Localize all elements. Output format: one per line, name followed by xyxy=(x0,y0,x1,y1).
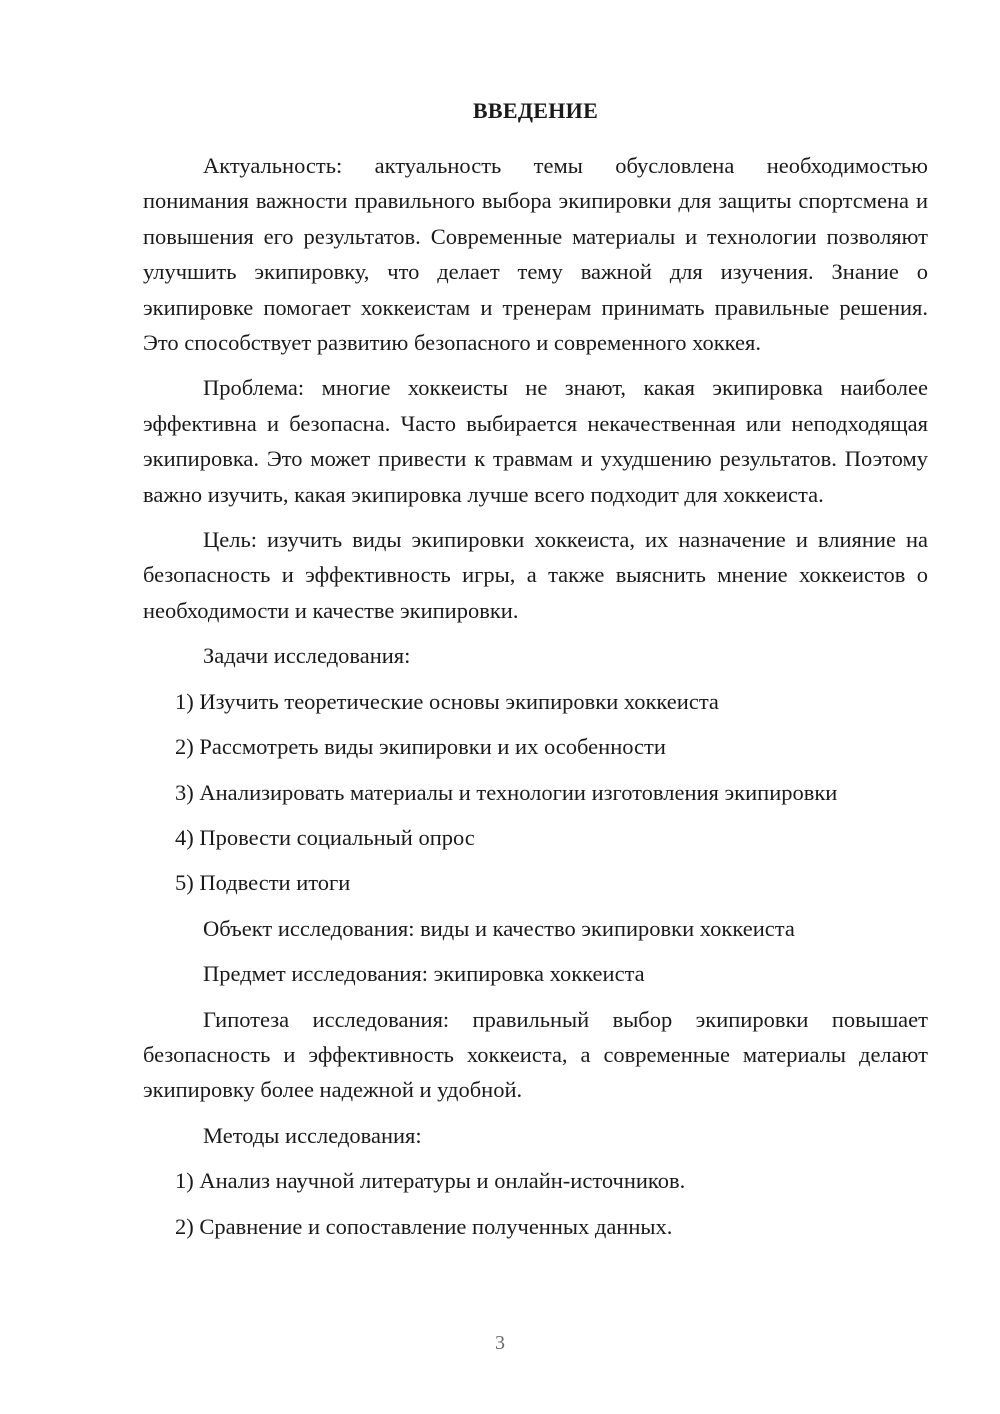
hypothesis-paragraph: Гипотеза исследования: правильный выбор экипировки повышает безопасность и эффективность хоккеиста, а современные материалы делают экипировку более надежной и удобной. xyxy=(143,1006,928,1103)
relevance-paragraph: Актуальность: актуальность темы обусловлена необходимостью понимания важности правильного выбора экипировки для защиты спортсмена и повышения его результатов. Современные материалы и технологии позволяют улучшить экипировку, что делает тему важной для изучения. Знание о экипировке помогает хоккеистам и тренерам принимать правильные решения. Это способствует развитию безопасного и современного хоккея. xyxy=(143,153,928,356)
page-title: ВВЕДЕНИЕ xyxy=(472,98,599,123)
method-item-2: 2) Сравнение и сопоставление полученных данных. xyxy=(175,1213,673,1239)
task-item-1: 1) Изучить теоретические основы экипировки хоккеиста xyxy=(175,688,719,714)
page-content xyxy=(143,96,928,1254)
research-object: Объект исследования: виды и качество экипировки хоккеиста xyxy=(203,915,795,941)
method-item-1: 1) Анализ научной литературы и онлайн-источников. xyxy=(175,1168,686,1194)
goal-paragraph: Цель: изучить виды экипировки хоккеиста, их назначение и влияние на безопасность и эффективность игры, а также выяснить мнение хоккеистов о необходимости и качестве экипировки. xyxy=(143,527,928,623)
page-number: 3 xyxy=(495,1332,505,1354)
task-item-5: 5) Подвести итоги xyxy=(175,870,351,896)
task-item-2: 2) Рассмотреть виды экипировки и их особенности xyxy=(175,734,666,760)
methods-heading: Методы исследования: xyxy=(203,1122,422,1148)
research-subject: Предмет исследования: экипировка хоккеиста xyxy=(203,961,645,987)
task-item-3: 3) Анализировать материалы и технологии изготовления экипировки xyxy=(175,779,838,805)
tasks-heading: Задачи исследования: xyxy=(203,643,411,669)
problem-paragraph: Проблема: многие хоккеисты не знают, какая экипировка наиболее эффективна и безопасна. Часто выбирается некачественная или неподходящая экипировка. Это может привести к травмам и ухудшению результатов. Поэтому важно изучить, какая экипировка лучше всего подходит для хоккеиста. xyxy=(143,375,928,507)
task-item-4: 4) Провести социальный опрос xyxy=(175,824,475,850)
